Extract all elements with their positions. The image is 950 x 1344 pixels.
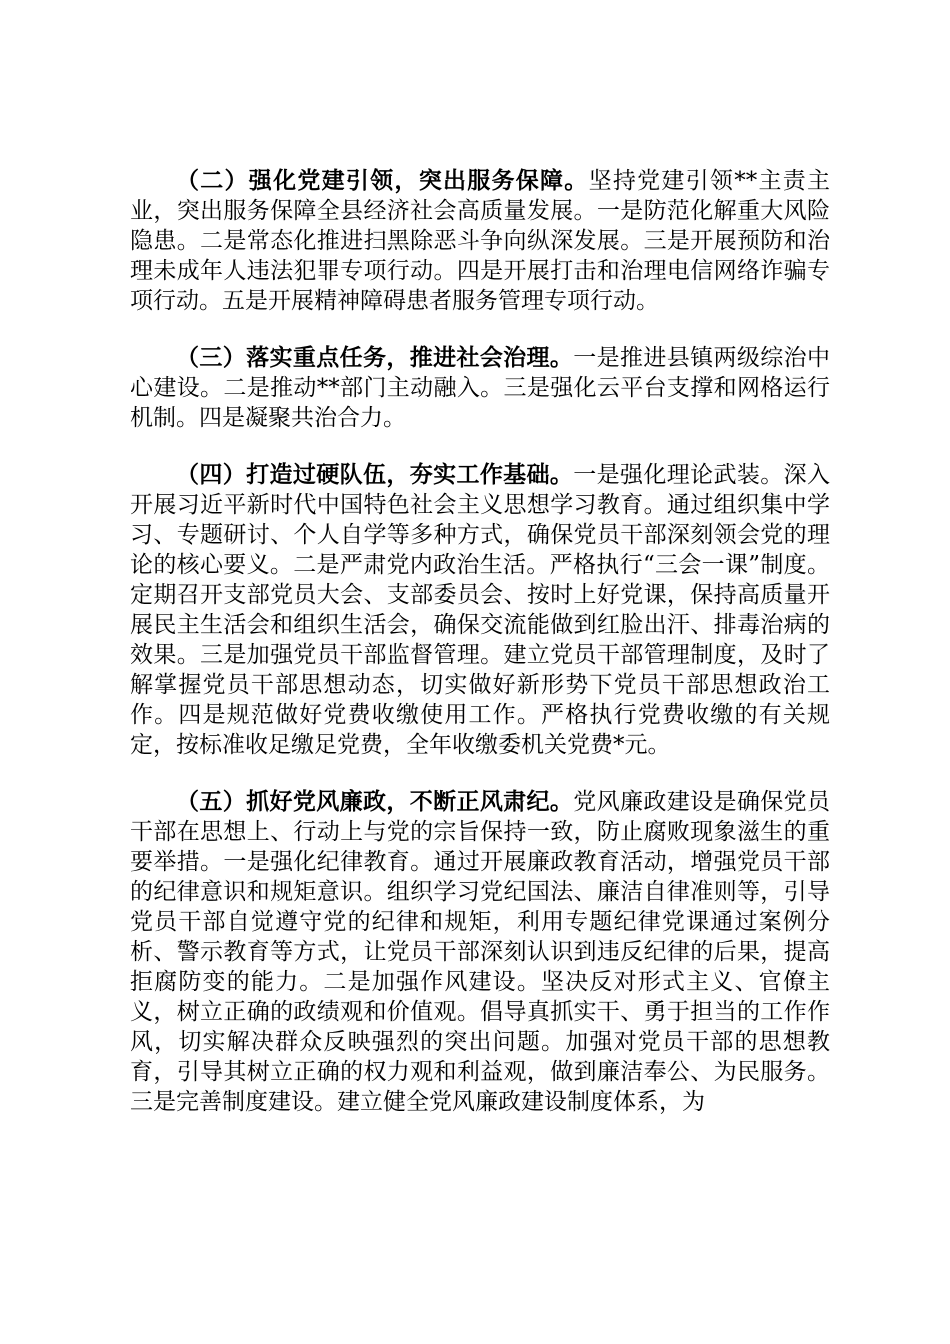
paragraph-body: 坚持党建引领**主责主业，突出服务保障全县经济社会高质量发展。一是防范化解重大风险隐患。二是常态化推进扫黑除恶斗争向纵深发展。三是开展预防和治理未成年人违法犯罪专项行动。四是开展打击和治理电信网络诈骗专项行动。五是开展精神障碍患者服务管理专项行动。 bbox=[130, 168, 831, 314]
paragraph-team-building bbox=[130, 460, 830, 760]
paragraph-body: 一是推进县镇两级综治中心建设。二是推动**部门主动融入。三是强化云平台支撑和网格运行机制。四是凝聚共治合力。 bbox=[130, 345, 831, 431]
paragraph-body: 党风廉政建设是确保党员干部在思想上、行动上与党的宗旨保持一致，防止腐败现象滋生的重要举措。一是强化纪律教育。通过开展廉政教育活动，增强党员干部的纪律意识和规矩意识。组织学习党纪国法、廉洁自律准则等，引导党员干部自觉遵守党的纪律和规矩，利用专题纪律党课通过案例分析、警示教育等方式，让党员干部深刻认识到违反纪律的后果，提高拒腐防变的能力。二是加强作风建设。坚决反对形式主义、官僚主义，树立正确的政绩观和价值观。倡导真抓实干、勇于担当的工作作风，切实解决群众反映强烈的突出问题。加强对党员干部的思想教育，引导其树立正确的权力观和利益观，做到廉洁奉公、为民服务。三是完善制度建设。建立健全党风廉政建设制度体系，为 bbox=[130, 789, 831, 1115]
paragraph-body: 一是强化理论武装。深入开展习近平新时代中国特色社会主义思想学习教育。通过组织集中学习、专题研讨、个人自学等多种方式，确保党员干部深刻领会党的理论的核心要义。二是严肃党内政治生活。严格执行“三会一课”制度。定期召开支部党员大会、支部委员会、按时上好党课，保持高质量开展民主生活会和组织生活会，确保交流能做到红脸出汗、排毒治病的效果。三是加强党员干部监督管理。建立党员干部管理制度，及时了解掌握党员干部思想动态，切实做好新形势下党员干部思想政治工作。四是规范做好党费收缴使用工作。严格执行党费收缴的有关规定，按标准收足缴足党费，全年收缴委机关党费*元。 bbox=[130, 462, 831, 758]
paragraph-heading: （五）抓好党风廉政，不断正风肃纪。 bbox=[176, 789, 574, 815]
paragraph-integrity-discipline bbox=[130, 787, 830, 1117]
document-page bbox=[130, 166, 830, 1144]
paragraph-heading: （四）打造过硬队伍，夯实工作基础。 bbox=[176, 462, 574, 488]
paragraph-service-guarantee bbox=[130, 166, 830, 316]
paragraph-social-governance bbox=[130, 343, 830, 433]
paragraph-heading: （三）落实重点任务，推进社会治理。 bbox=[176, 345, 574, 371]
paragraph-heading: （二）强化党建引领，突出服务保障。 bbox=[176, 168, 589, 194]
